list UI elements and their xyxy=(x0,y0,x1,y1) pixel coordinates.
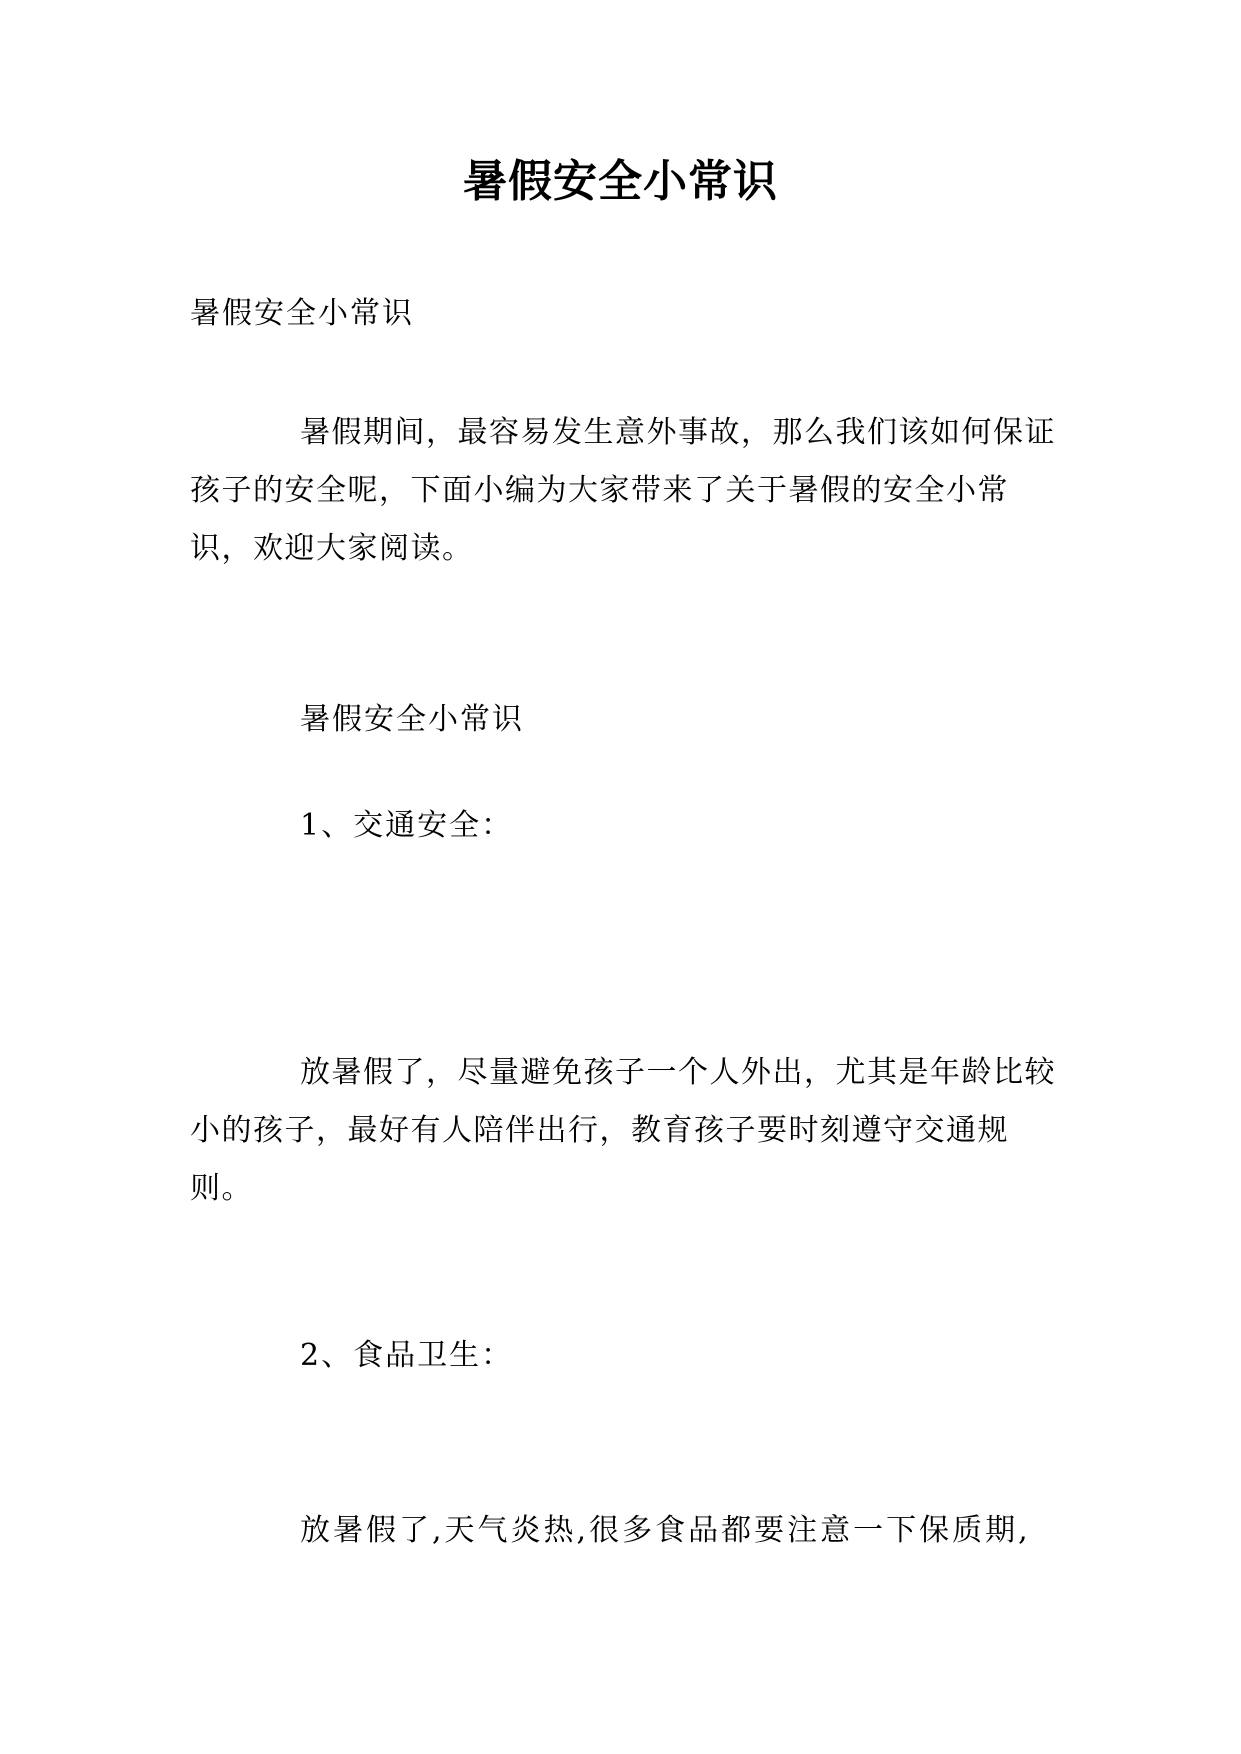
section-heading: 暑假安全小常识 xyxy=(300,702,524,737)
item1-paragraph: 放暑假了，尽量避免孩子一个人外出，尤其是年龄比较小的孩子，最好有人陪伴出行，教育孩子要时刻遵守交通规则。 xyxy=(190,1055,1056,1206)
item2-heading: 2、食品卫生： xyxy=(300,1338,514,1373)
document-subtitle: 暑假安全小常识 xyxy=(190,296,414,331)
document-title: 暑假安全小常识 xyxy=(463,156,778,207)
intro-paragraph: 暑假期间，最容易发生意外事故，那么我们该如何保证孩子的安全呢，下面小编为大家带来了关于暑假的安全小常识，欢迎大家阅读。 xyxy=(190,415,1056,566)
item2-paragraph: 放暑假了,天气炎热,很多食品都要注意一下保质期, xyxy=(300,1513,1031,1548)
item1-heading: 1、交通安全： xyxy=(300,808,514,843)
